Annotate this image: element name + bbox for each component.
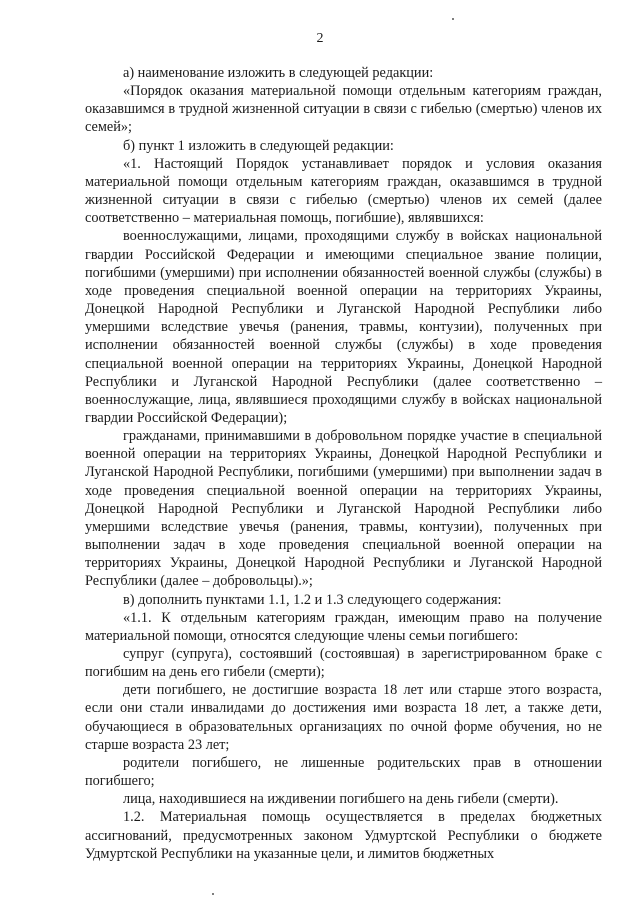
paragraph-servicemen: военнослужащими, лицами, проходящими службу в войсках национальной гвардии Российской Федерации и имеющими специальное звание полиции, погибшими (умершими) при исполнении обязанностей военной службы (службы) в ходе проведения специальной военной операции на территориях Украины, Донецкой Народной Республики и Луганской Народной Республики либо умершими вследствие увечья (ранения, травмы, контузии), полученных при исполнении обязанностей военной службы (службы) в ходе проведения специальной военной операции на территориях Украины, Донецкой Народной Республики и Луганской Народной Республики (далее соответственно – военнослужащие, лица, являвшиеся проходящими службу в войсках национальной гвардии Российской Федерации); bbox=[85, 228, 602, 426]
paragraph-point-1: «1. Настоящий Порядок устанавливает порядок и условия оказания материальной помощи отдельным категориям граждан, оказавшимся в трудной жизненной ситуации в связи с гибелью (смертью) членов их семей (далее соответственно – материальная помощь, погибшие), являвшихся: bbox=[85, 155, 602, 227]
paragraph-parents: родители погибшего, не лишенные родительских прав в отношении погибшего; bbox=[85, 754, 602, 790]
paragraph-amendment-c: в) дополнить пунктами 1.1, 1.2 и 1.3 следующего содержания: bbox=[123, 591, 502, 608]
document-body bbox=[85, 64, 602, 863]
scan-speck bbox=[452, 18, 454, 20]
paragraph-volunteers: гражданами, принимавшими в добровольном порядке участие в специальной военной операции на территориях Украины, Донецкой Народной Республики и Луганской Народной Республики, погибшими (умершими) при выполнении задач в ходе проведения специальной военной операции на территориях Украины, Донецкой Народной Республики и Луганской Народной Республики либо умершими вследствие увечья (ранения, травмы, контузии), полученных при выполнении задач в ходе проведения специальной военной операции на территориях Украины, Донецкой Народной Республики и Луганской Народной Республики (далее – добровольцы).»; bbox=[85, 428, 602, 590]
paragraph-point-1-2: 1.2. Материальная помощь осуществляется в пределах бюджетных ассигнований, предусмотренных законом Удмуртской Республики о бюджете Удмуртской Республики на указанные цели, и лимитов бюджетных bbox=[85, 809, 602, 862]
scan-speck bbox=[212, 893, 214, 895]
paragraph-amendment-a: а) наименование изложить в следующей редакции: bbox=[123, 65, 434, 81]
paragraph-spouse: супруг (супруга), состоявший (состоявшая) в зарегистрированном браке с погибшим на день его гибели (смерти); bbox=[85, 646, 602, 681]
paragraph-children: дети погибшего, не достигшие возраста 18 лет или старше этого возраста, если они стали инвалидами до достижения ими возраста 18 лет, а также дети, обучающиеся в образовательных организациях по очной форме обучения, но не старше возраста 23 лет; bbox=[85, 682, 602, 753]
paragraph-amendment-b: б) пункт 1 изложить в следующей редакции: bbox=[123, 137, 394, 154]
paragraph-point-1-1: «1.1. К отдельным категориям граждан, имеющим право на получение материальной помощи, относятся следующие члены семьи погибшего: bbox=[85, 609, 602, 644]
page-number: 2 bbox=[316, 31, 324, 46]
paragraph-new-title: «Порядок оказания материальной помощи отдельным категориям граждан, оказавшимся в трудной жизненной ситуации в связи с гибелью (смертью) членов их семей»; bbox=[85, 83, 602, 136]
paragraph-dependents: лица, находившиеся на иждивении погибшего на день гибели (смерти). bbox=[123, 791, 559, 808]
